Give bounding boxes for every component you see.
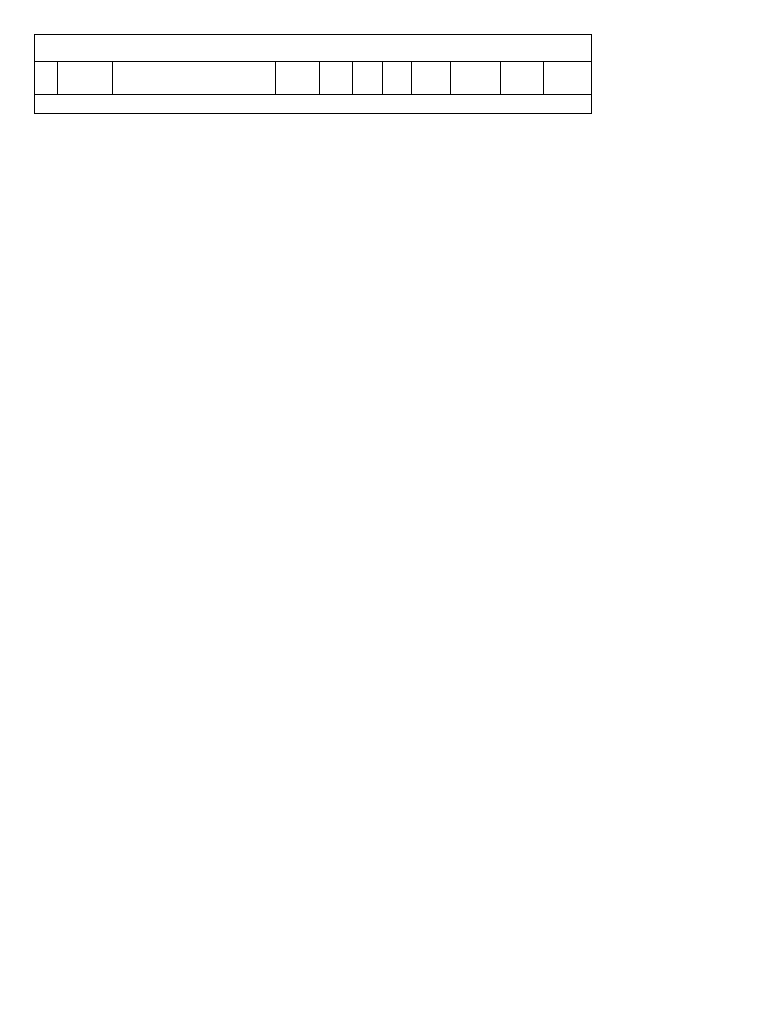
- header-feeder-no: [276, 62, 320, 95]
- header-row: [35, 62, 592, 95]
- header-sr-no: [35, 62, 58, 95]
- header-type-of-starting: [451, 62, 501, 95]
- header-running-load: [544, 62, 592, 95]
- equipment-table: [34, 34, 592, 114]
- header-full-load-current: [412, 62, 451, 95]
- header-service-description: [113, 62, 276, 95]
- sheet-subtitle: [35, 49, 592, 62]
- header-mounting: [501, 62, 544, 95]
- header-kw: [320, 62, 353, 95]
- sheet-title: [35, 35, 592, 50]
- header-blank: [383, 62, 412, 95]
- header-tag-no: [58, 62, 113, 95]
- section-label: [35, 95, 592, 114]
- header-rpm: [353, 62, 383, 95]
